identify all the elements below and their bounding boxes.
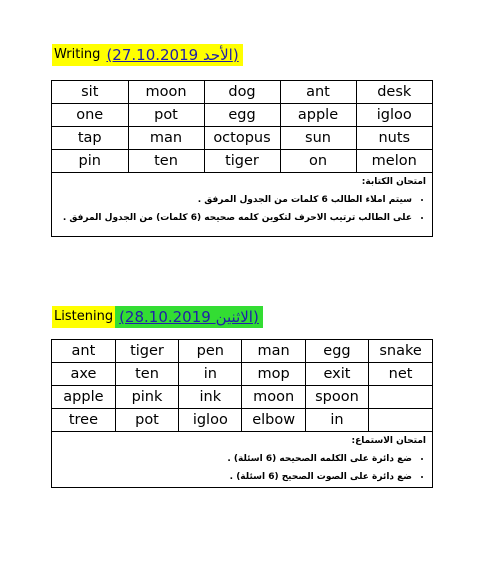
writing-heading: [52, 44, 243, 66]
word-cell: snake: [369, 340, 432, 363]
instruction-item: • على الطالب ترتيب الاحرف لتكوين كلمه صحيحه (6 كلمات) من الجدول المرفق .: [58, 212, 412, 225]
table-row: [52, 363, 432, 386]
word-cell: ant: [52, 340, 115, 363]
word-cell: pin: [52, 150, 128, 173]
listening-instructions-list: [58, 453, 426, 484]
table-row: [52, 386, 432, 409]
writing-instructions-list: [58, 194, 426, 225]
writing-box: [51, 80, 433, 237]
word-cell: egg: [305, 340, 368, 363]
word-cell: ten: [115, 363, 178, 386]
table-row: [52, 150, 432, 173]
instruction-item: • ضع دائرة على الكلمه الصحيحه (6 اسئلة) .: [58, 453, 412, 466]
word-cell: in: [305, 409, 368, 432]
word-cell: apple: [280, 104, 356, 127]
writing-instructions: [52, 173, 432, 236]
listening-date: (28.10.2019 الاثنين): [115, 306, 263, 328]
table-row: [52, 127, 432, 150]
word-cell: moon: [242, 386, 305, 409]
word-cell: desk: [356, 81, 432, 104]
word-cell: [369, 409, 432, 432]
instruction-item: • ضع دائرة على الصوت الصحيح (6 اسئلة) .: [58, 471, 412, 484]
word-cell: ant: [280, 81, 356, 104]
listening-instructions: [52, 432, 432, 487]
writing-subject: Writing: [52, 44, 102, 66]
word-cell: moon: [128, 81, 204, 104]
table-row: [52, 81, 432, 104]
word-cell: dog: [204, 81, 280, 104]
writing-instructions-title: امتحان الكتابة:: [361, 177, 426, 187]
table-row: [52, 340, 432, 363]
writing-date: (27.10.2019 الأحد): [102, 44, 242, 66]
table-row: [52, 409, 432, 432]
word-cell: pot: [115, 409, 178, 432]
listening-instructions-title: امتحان الاستماع:: [351, 436, 426, 446]
word-cell: igloo: [179, 409, 242, 432]
word-cell: sun: [280, 127, 356, 150]
word-cell: octopus: [204, 127, 280, 150]
table-row: [52, 104, 432, 127]
word-cell: axe: [52, 363, 115, 386]
word-cell: pen: [179, 340, 242, 363]
word-cell: sit: [52, 81, 128, 104]
word-cell: apple: [52, 386, 115, 409]
word-cell: pink: [115, 386, 178, 409]
instruction-item: • سيتم املاء الطالب 6 كلمات من الجدول المرفق .: [58, 194, 412, 207]
word-cell: ten: [128, 150, 204, 173]
word-cell: ink: [179, 386, 242, 409]
word-cell: mop: [242, 363, 305, 386]
word-cell: igloo: [356, 104, 432, 127]
listening-word-table: [52, 340, 432, 432]
word-cell: man: [242, 340, 305, 363]
listening-box: [51, 339, 433, 488]
word-cell: [369, 386, 432, 409]
word-cell: net: [369, 363, 432, 386]
word-cell: melon: [356, 150, 432, 173]
word-cell: elbow: [242, 409, 305, 432]
word-cell: exit: [305, 363, 368, 386]
word-cell: in: [179, 363, 242, 386]
word-cell: on: [280, 150, 356, 173]
word-cell: tree: [52, 409, 115, 432]
word-cell: nuts: [356, 127, 432, 150]
word-cell: egg: [204, 104, 280, 127]
writing-word-table: [52, 81, 432, 173]
listening-heading: [52, 306, 263, 328]
word-cell: tiger: [115, 340, 178, 363]
word-cell: tap: [52, 127, 128, 150]
listening-subject: Listening: [52, 306, 115, 328]
word-cell: spoon: [305, 386, 368, 409]
word-cell: tiger: [204, 150, 280, 173]
word-cell: man: [128, 127, 204, 150]
word-cell: one: [52, 104, 128, 127]
word-cell: pot: [128, 104, 204, 127]
